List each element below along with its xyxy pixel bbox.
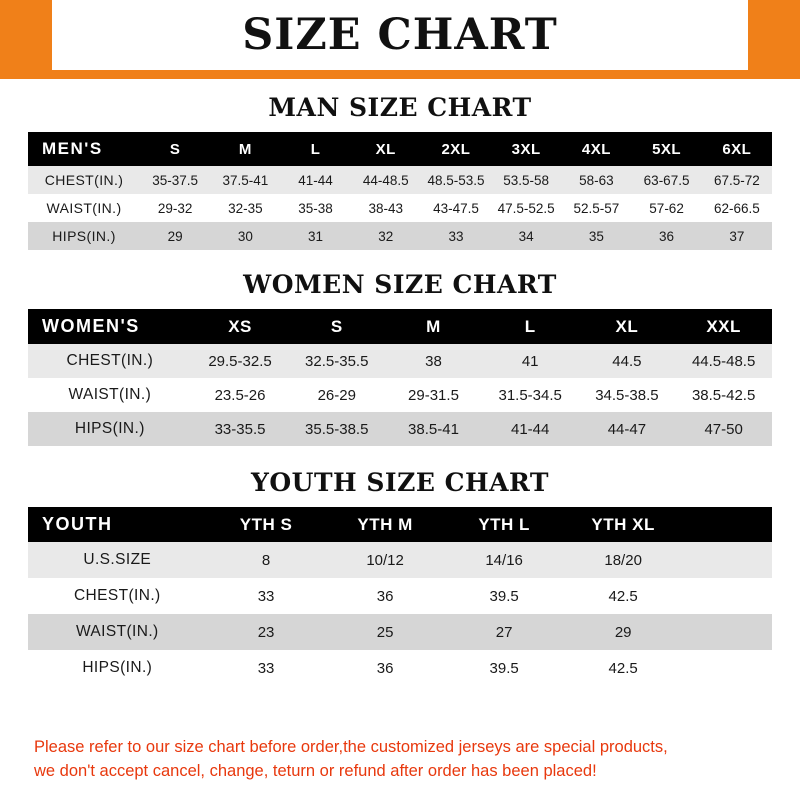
table-row (28, 542, 772, 578)
women-header-row (28, 309, 772, 344)
men-cell-1-0: 29-32 (140, 194, 210, 222)
men-size-table (28, 132, 772, 250)
men-cell-0-1: 37.5-41 (210, 166, 280, 194)
women-cell-1-2: 29-31.5 (385, 378, 482, 412)
youth-cell-2-2: 27 (445, 614, 564, 650)
youth-cell-0-0: 8 (207, 542, 326, 578)
women-cell-0-4: 44.5 (579, 344, 676, 378)
table-row (28, 222, 772, 250)
note-line-2: we don't accept cancel, change, teturn or refund after order has been placed! (34, 762, 597, 781)
youth-cell-2-0: 23 (207, 614, 326, 650)
youth-size-table (28, 507, 772, 686)
youth-cell-3-1: 36 (326, 650, 445, 686)
men-row-2-label: HIPS(IN.) (28, 222, 140, 250)
youth-cell-0-2: 14/16 (445, 542, 564, 578)
men-cell-1-4: 43-47.5 (421, 194, 491, 222)
youth-cell-3-0: 33 (207, 650, 326, 686)
banner-accent-left (0, 0, 52, 70)
men-row-1-label: WAIST(IN.) (28, 194, 140, 222)
header-divider (0, 70, 800, 79)
youth-cell-3-2: 39.5 (445, 650, 564, 686)
men-cell-0-3: 44-48.5 (351, 166, 421, 194)
men-col-4: XL (375, 140, 396, 158)
men-header-row (28, 132, 772, 166)
men-col-5: 2XL (441, 140, 471, 158)
chart-content (0, 79, 800, 800)
women-col-0: WOMEN'S (42, 316, 140, 336)
table-row (28, 344, 772, 378)
youth-section-title: YOUTH SIZE CHART (251, 468, 549, 497)
table-row (28, 578, 772, 614)
men-section-title: MAN SIZE CHART (268, 93, 532, 122)
women-col-3: M (426, 316, 441, 336)
page-title: SIZE CHART (242, 10, 558, 60)
men-cell-2-1: 30 (210, 222, 280, 250)
women-cell-2-5: 47-50 (675, 412, 772, 446)
youth-cell-0-3: 18/20 (564, 542, 683, 578)
women-col-1: XS (228, 316, 252, 336)
men-col-0: MEN'S (42, 139, 103, 158)
women-cell-1-5: 38.5-42.5 (675, 378, 772, 412)
note-line-1: Please refer to our size chart before order,the customized jerseys are special products, (34, 737, 668, 756)
men-cell-2-4: 33 (421, 222, 491, 250)
order-policy-note (28, 721, 772, 800)
men-cell-2-5: 34 (491, 222, 561, 250)
youth-cell-3-3: 42.5 (564, 650, 683, 686)
men-cell-1-6: 52.5-57 (561, 194, 631, 222)
women-cell-0-2: 38 (385, 344, 482, 378)
men-cell-2-7: 36 (631, 222, 701, 250)
women-section-title: WOMEN SIZE CHART (243, 270, 557, 299)
men-cell-1-8: 62-66.5 (702, 194, 772, 222)
men-cell-0-4: 48.5-53.5 (421, 166, 491, 194)
youth-cell-3-4 (683, 650, 772, 686)
women-cell-0-0: 29.5-32.5 (192, 344, 289, 378)
men-cell-0-7: 63-67.5 (631, 166, 701, 194)
youth-cell-0-4 (683, 542, 772, 578)
youth-row-3-label: HIPS(IN.) (28, 650, 207, 686)
table-row (28, 412, 772, 446)
youth-col-5 (683, 507, 772, 542)
youth-row-0-label: U.S.SIZE (28, 542, 207, 578)
women-size-table (28, 309, 772, 446)
women-col-4: L (524, 316, 536, 336)
table-row (28, 378, 772, 412)
youth-cell-2-3: 29 (564, 614, 683, 650)
women-cell-1-4: 34.5-38.5 (579, 378, 676, 412)
women-cell-0-3: 41 (482, 344, 579, 378)
youth-cell-2-1: 25 (326, 614, 445, 650)
men-cell-2-2: 31 (280, 222, 350, 250)
youth-col-2: YTH M (357, 514, 413, 534)
youth-col-0: YOUTH (42, 514, 113, 534)
men-cell-0-8: 67.5-72 (702, 166, 772, 194)
men-cell-0-6: 58-63 (561, 166, 631, 194)
men-cell-1-5: 47.5-52.5 (491, 194, 561, 222)
women-cell-2-2: 38.5-41 (385, 412, 482, 446)
women-col-6: XXL (706, 316, 741, 336)
women-cell-0-5: 44.5-48.5 (675, 344, 772, 378)
youth-col-1: YTH S (239, 514, 293, 534)
women-cell-1-1: 26-29 (288, 378, 385, 412)
men-cell-1-1: 32-35 (210, 194, 280, 222)
men-cell-2-8: 37 (702, 222, 772, 250)
men-col-9: 6XL (722, 140, 752, 158)
women-cell-2-0: 33-35.5 (192, 412, 289, 446)
men-col-8: 5XL (652, 140, 682, 158)
men-cell-2-6: 35 (561, 222, 631, 250)
women-cell-2-1: 35.5-38.5 (288, 412, 385, 446)
men-col-6: 3XL (511, 140, 541, 158)
men-col-7: 4XL (581, 140, 611, 158)
women-cell-2-3: 41-44 (482, 412, 579, 446)
men-cell-1-7: 57-62 (631, 194, 701, 222)
women-row-0-label: CHEST(IN.) (28, 344, 192, 378)
banner-accent-right (748, 0, 800, 70)
men-cell-2-3: 32 (351, 222, 421, 250)
youth-cell-2-4 (683, 614, 772, 650)
women-cell-2-4: 44-47 (579, 412, 676, 446)
men-cell-0-2: 41-44 (280, 166, 350, 194)
men-cell-0-0: 35-37.5 (140, 166, 210, 194)
youth-cell-1-0: 33 (207, 578, 326, 614)
youth-cell-0-1: 10/12 (326, 542, 445, 578)
table-row (28, 194, 772, 222)
women-cell-1-3: 31.5-34.5 (482, 378, 579, 412)
table-row (28, 650, 772, 686)
men-col-3: L (310, 140, 321, 158)
header-banner (0, 0, 800, 70)
men-cell-2-0: 29 (140, 222, 210, 250)
men-col-1: S (169, 140, 181, 158)
women-col-2: S (330, 316, 343, 336)
women-col-5: XL (615, 316, 639, 336)
women-row-1-label: WAIST(IN.) (28, 378, 192, 412)
youth-cell-1-4 (683, 578, 772, 614)
women-row-2-label: HIPS(IN.) (28, 412, 192, 446)
table-row (28, 166, 772, 194)
men-row-0-label: CHEST(IN.) (28, 166, 140, 194)
youth-cell-1-2: 39.5 (445, 578, 564, 614)
youth-cell-1-1: 36 (326, 578, 445, 614)
youth-col-3: YTH L (478, 514, 530, 534)
men-cell-1-2: 35-38 (280, 194, 350, 222)
youth-header-row (28, 507, 772, 542)
youth-cell-1-3: 42.5 (564, 578, 683, 614)
men-col-2: M (238, 140, 252, 158)
women-cell-1-0: 23.5-26 (192, 378, 289, 412)
men-cell-1-3: 38-43 (351, 194, 421, 222)
table-row (28, 614, 772, 650)
youth-col-4: YTH XL (591, 514, 655, 534)
women-cell-0-1: 32.5-35.5 (288, 344, 385, 378)
youth-row-2-label: WAIST(IN.) (28, 614, 207, 650)
men-cell-0-5: 53.5-58 (491, 166, 561, 194)
youth-row-1-label: CHEST(IN.) (28, 578, 207, 614)
